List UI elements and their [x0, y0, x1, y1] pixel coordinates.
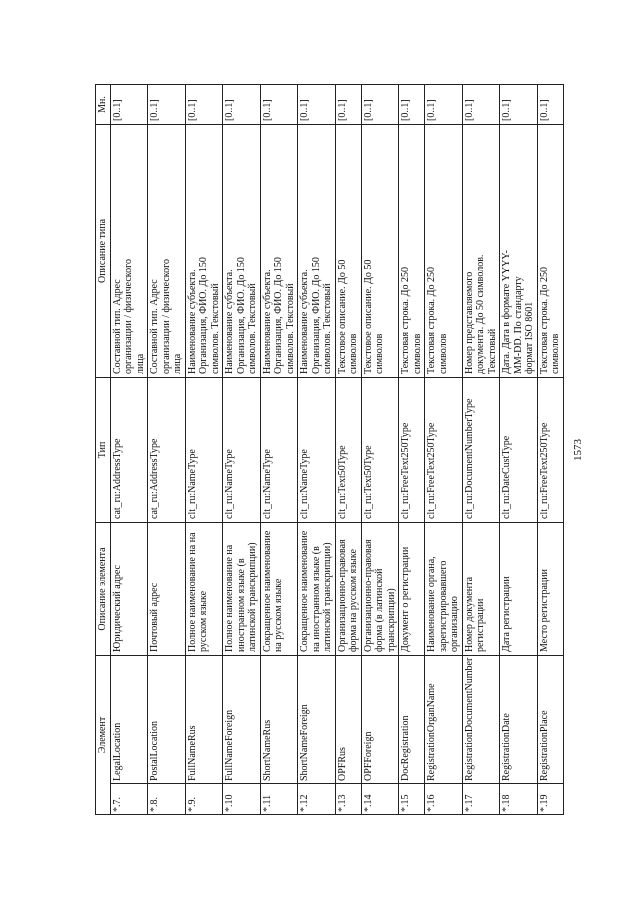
row-number: *.16: [425, 784, 463, 815]
table-row: [537, 84, 563, 814]
type-description: Составной тип. Адрес организации / физического лица: [149, 259, 183, 374]
row-number: *.12: [298, 784, 336, 815]
type-description-cell: [148, 124, 186, 377]
multiplicity: [0..1]: [425, 84, 463, 124]
element-description-cell: [223, 522, 261, 655]
element-description-cell: [298, 522, 336, 655]
type-name: clt_ru:NameType: [298, 377, 336, 522]
type-name: clt_ru:DateCustType: [500, 377, 538, 522]
element-description-cell: [185, 522, 223, 655]
type-description-cell: [298, 124, 336, 377]
element-description-cell: [399, 522, 425, 655]
row-number: *.19: [537, 784, 563, 815]
element-name: PostalLocation: [148, 655, 186, 783]
row-number: *.11: [260, 784, 298, 815]
multiplicity: [0..1]: [361, 84, 399, 124]
page-number: 1573: [571, 439, 584, 461]
multiplicity: [0..1]: [260, 84, 298, 124]
row-number: *.18: [500, 784, 538, 815]
element-name: LegalLocation: [110, 655, 148, 783]
element-description: Документ о регистрации: [400, 546, 411, 652]
header-type: Тип: [96, 377, 111, 522]
table-row: [185, 84, 223, 814]
type-description: Наименование субъекта. Организация, ФИО. До 150 символов. Текстовый: [299, 257, 333, 374]
type-name: cat_ru:AddressType: [110, 377, 148, 522]
type-description-cell: [462, 124, 500, 377]
element-description-cell: [260, 522, 298, 655]
element-description-cell: [148, 522, 186, 655]
multiplicity: [0..1]: [298, 84, 336, 124]
type-description: Текстовое описание. До 50 символов: [336, 259, 359, 374]
type-description-cell: [223, 124, 261, 377]
multiplicity: [0..1]: [335, 84, 361, 124]
type-description-cell: [500, 124, 538, 377]
table-row: [462, 84, 500, 814]
type-description-cell: [361, 124, 399, 377]
table-row: [223, 84, 261, 814]
table-row: [399, 84, 425, 814]
element-description: Полное наименование на иностранном языке (в латинской транскрипции): [224, 542, 258, 652]
type-description-cell: [185, 124, 223, 377]
type-name: clt_ru:NameType: [223, 377, 261, 522]
element-description: Место регистрации: [538, 569, 550, 652]
multiplicity: [0..1]: [500, 84, 538, 124]
element-name: RegistrationDocumentNumber: [462, 655, 500, 783]
data-table: [95, 84, 564, 815]
element-description: Сокращенное наименование на русском языке: [261, 530, 284, 652]
element-name: FullNameRus: [185, 655, 223, 783]
type-description: Составной тип. Адрес организации / физического лица: [111, 259, 146, 374]
header-multiplicity: Мн.: [96, 84, 111, 124]
element-description: Сокращенное наименование на иностранном языке (в латинской транскрипции): [299, 530, 333, 652]
multiplicity: [0..1]: [462, 84, 500, 124]
element-name: ShortNameRus: [260, 655, 298, 783]
row-number: *.13: [335, 784, 361, 815]
type-description-cell: [425, 124, 463, 377]
element-description: Полное наименование на на русском языке: [186, 532, 209, 652]
row-number: *.17: [462, 784, 500, 815]
header-element: Элемент: [96, 655, 111, 814]
type-name: clt_ru:FreeText250Type: [399, 377, 425, 522]
element-description-cell: [500, 522, 538, 655]
element-name: RegistrationDate: [500, 655, 538, 783]
element-description: Организационно-правовая форма (в латинской транскрипции): [362, 539, 397, 652]
table-row: [361, 84, 399, 814]
rotated-page: [95, 85, 584, 815]
type-description-cell: [260, 124, 298, 377]
element-description: Дата регистрации: [501, 576, 512, 652]
row-number: *.14: [361, 784, 399, 815]
row-number: *.15: [399, 784, 425, 815]
type-description-cell: [110, 124, 148, 377]
type-description: Текстовая строка. До 250 символов: [426, 267, 449, 374]
row-number: *.8.: [148, 784, 186, 815]
element-description: Почтовый адрес: [149, 582, 160, 652]
type-name: cat_ru:AddressType: [148, 377, 186, 522]
element-description-cell: [462, 522, 500, 655]
multiplicity: [0..1]: [185, 84, 223, 124]
element-description: Организационно-правовая форма на русском языке: [336, 539, 359, 652]
type-description-cell: [335, 124, 361, 377]
type-description: Наименование субъекта. Организация, ФИО. До 150 символов. Текстовый: [224, 257, 258, 374]
type-description-cell: [399, 124, 425, 377]
element-name: FullNameForeign: [223, 655, 261, 783]
table-row: [335, 84, 361, 814]
table-row: [425, 84, 463, 814]
element-description-cell: [425, 522, 463, 655]
type-description: Номер представляемого документа. До 50 символов. Текстовый: [463, 254, 498, 374]
type-description: Дата. Дата в формате YYYY-MM-DD. По стандарту формат ISO 8601: [501, 250, 535, 374]
table-row: [298, 84, 336, 814]
table-row: [260, 84, 298, 814]
element-name: ShortNameForeign: [298, 655, 336, 783]
header-element-description: Описание элемента: [96, 522, 111, 655]
row-number: *.7.: [110, 784, 148, 815]
type-name: clt_ru:Text50Type: [361, 377, 399, 522]
type-name: clt_ru:DocumentNumberType: [462, 377, 500, 522]
element-description-cell: [335, 522, 361, 655]
multiplicity: [0..1]: [223, 84, 261, 124]
type-description: Текстовая строка. До 250 символов: [538, 267, 561, 374]
type-name: clt_ru:NameType: [185, 377, 223, 522]
table-row: [500, 84, 538, 814]
row-number: *.10: [223, 784, 261, 815]
element-name: RegistrationPlace: [537, 655, 563, 783]
header-type-description: Описание типа: [96, 124, 111, 377]
type-name: clt_ru:FreeText250Type: [537, 377, 563, 522]
type-description: Наименование субъекта. Организация, ФИО. До 150 символов. Текстовый: [261, 257, 296, 374]
type-description: Текстовая строка. До 250 символов: [400, 267, 423, 374]
element-name: DocRegistration: [399, 655, 425, 783]
type-name: clt_ru:Text50Type: [335, 377, 361, 522]
multiplicity: [0..1]: [537, 84, 563, 124]
element-description: Наименование органа, зарегистрировавшего организацию: [426, 556, 460, 652]
multiplicity: [0..1]: [399, 84, 425, 124]
element-description: Номер документа регистрации: [463, 576, 486, 652]
element-name: OPFForeign: [361, 655, 399, 783]
type-name: clt_ru:FreeText250Type: [425, 377, 463, 522]
type-description-cell: [537, 124, 563, 377]
multiplicity: [0..1]: [148, 84, 186, 124]
element-description-cell: [537, 522, 563, 655]
element-description: Юридический адрес: [111, 565, 123, 652]
row-number: *.9.: [185, 784, 223, 815]
type-name: clt_ru:NameType: [260, 377, 298, 522]
element-name: RegistrationOrganName: [425, 655, 463, 783]
multiplicity: [0..1]: [110, 84, 148, 124]
element-description-cell: [361, 522, 399, 655]
element-description-cell: [110, 522, 148, 655]
type-description: Текстовое описание. До 50 символов: [362, 259, 385, 374]
table-header-row: [96, 84, 111, 814]
element-name: OPFRus: [335, 655, 361, 783]
table-row: [148, 84, 186, 814]
table-row: [110, 84, 148, 814]
type-description: Наименование субъекта. Организация, ФИО. До 150 символов. Текстовый: [186, 257, 221, 374]
